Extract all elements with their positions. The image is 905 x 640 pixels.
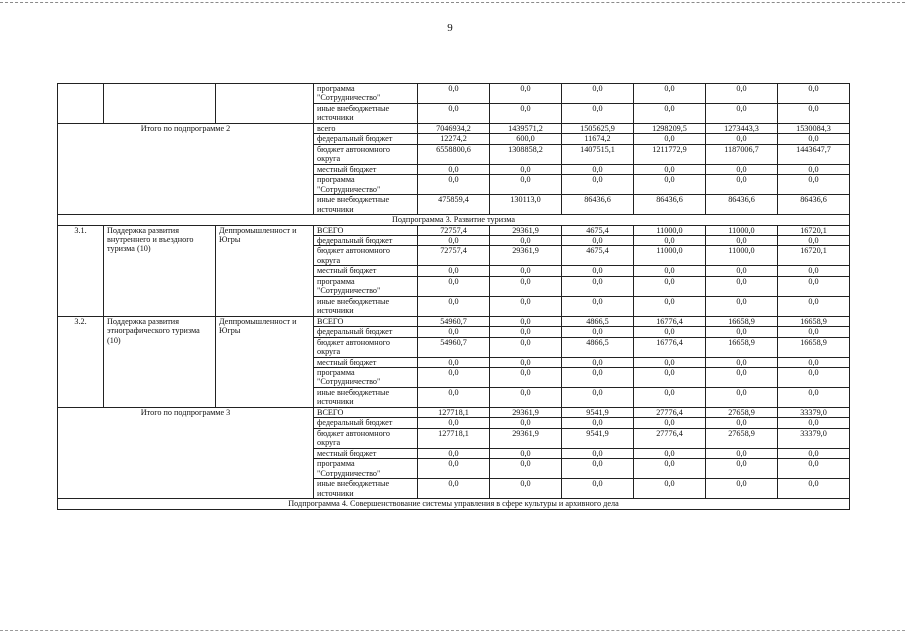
amount-cell: 6558800,6 xyxy=(418,144,490,164)
amount-cell: 0,0 xyxy=(562,276,634,296)
amount-cell: 0,0 xyxy=(418,327,490,337)
amount-cell: 0,0 xyxy=(562,175,634,195)
amount-cell: 0,0 xyxy=(418,479,490,499)
table-row xyxy=(58,225,850,235)
amount-cell: 0,0 xyxy=(778,276,850,296)
amount-cell: 0,0 xyxy=(634,418,706,428)
amount-cell: 0,0 xyxy=(490,337,562,357)
amount-cell: 1530084,3 xyxy=(778,124,850,134)
amount-cell: 0,0 xyxy=(562,388,634,408)
amount-cell: 9541,9 xyxy=(562,428,634,448)
amount-cell: 0,0 xyxy=(562,459,634,479)
amount-cell: 16658,9 xyxy=(706,337,778,357)
amount-cell: 27776,4 xyxy=(634,408,706,418)
amount-cell: 0,0 xyxy=(490,459,562,479)
responsible-executor: Деппромышленност и Югры xyxy=(216,225,314,316)
amount-cell: 0,0 xyxy=(778,236,850,246)
amount-cell: 16658,9 xyxy=(706,316,778,326)
amount-cell: 0,0 xyxy=(418,368,490,388)
amount-cell: 0,0 xyxy=(778,175,850,195)
amount-cell: 0,0 xyxy=(562,266,634,276)
amount-cell: 0,0 xyxy=(706,164,778,174)
amount-cell: 0,0 xyxy=(778,418,850,428)
amount-cell: 0,0 xyxy=(418,104,490,124)
amount-cell: 0,0 xyxy=(706,388,778,408)
amount-cell: 0,0 xyxy=(706,236,778,246)
amount-cell: 72757,4 xyxy=(418,225,490,235)
amount-cell: 0,0 xyxy=(490,316,562,326)
amount-cell: 0,0 xyxy=(418,164,490,174)
amount-cell: 130113,0 xyxy=(490,195,562,215)
amount-cell: 0,0 xyxy=(706,368,778,388)
amount-cell: 0,0 xyxy=(562,296,634,316)
amount-cell: 0,0 xyxy=(634,84,706,104)
amount-cell: 0,0 xyxy=(706,84,778,104)
amount-cell: 86436,6 xyxy=(562,195,634,215)
funding-source: федеральный бюджет xyxy=(314,236,418,246)
amount-cell: 600,0 xyxy=(490,134,562,144)
amount-cell: 0,0 xyxy=(706,448,778,458)
amount-cell: 0,0 xyxy=(706,296,778,316)
amount-cell: 7046934,2 xyxy=(418,124,490,134)
measure-title: Поддержка развития этнографического туризма (10) xyxy=(104,316,216,407)
table-row xyxy=(58,316,850,326)
amount-cell: 0,0 xyxy=(634,368,706,388)
amount-cell: 0,0 xyxy=(562,368,634,388)
funding-source: федеральный бюджет xyxy=(314,418,418,428)
amount-cell: 0,0 xyxy=(490,84,562,104)
amount-cell: 16658,9 xyxy=(778,316,850,326)
amount-cell: 0,0 xyxy=(490,448,562,458)
num-cell xyxy=(58,84,104,124)
amount-cell: 0,0 xyxy=(706,104,778,124)
funding-source: программа "Сотрудничество" xyxy=(314,459,418,479)
amount-cell: 0,0 xyxy=(418,84,490,104)
title-cell xyxy=(104,84,216,124)
amount-cell: 4866,5 xyxy=(562,316,634,326)
amount-cell: 0,0 xyxy=(490,296,562,316)
amount-cell: 0,0 xyxy=(418,236,490,246)
amount-cell: 0,0 xyxy=(490,388,562,408)
funding-source: бюджет автономного округа xyxy=(314,428,418,448)
amount-cell: 0,0 xyxy=(778,164,850,174)
amount-cell: 0,0 xyxy=(778,388,850,408)
amount-cell: 0,0 xyxy=(706,357,778,367)
amount-cell: 0,0 xyxy=(490,357,562,367)
amount-cell: 0,0 xyxy=(562,104,634,124)
amount-cell: 0,0 xyxy=(706,276,778,296)
amount-cell: 0,0 xyxy=(634,448,706,458)
amount-cell: 0,0 xyxy=(634,266,706,276)
amount-cell: 0,0 xyxy=(706,479,778,499)
amount-cell: 0,0 xyxy=(418,266,490,276)
amount-cell: 0,0 xyxy=(562,327,634,337)
amount-cell: 0,0 xyxy=(634,296,706,316)
amount-cell: 0,0 xyxy=(490,104,562,124)
subprogram-header: Подпрограмма 3. Развитие туризма xyxy=(58,215,850,225)
amount-cell: 11000,0 xyxy=(706,246,778,266)
funding-source: иные внебюджетные источники xyxy=(314,104,418,124)
executor-cell xyxy=(216,84,314,124)
amount-cell: 0,0 xyxy=(778,134,850,144)
amount-cell: 0,0 xyxy=(778,327,850,337)
amount-cell: 0,0 xyxy=(634,104,706,124)
amount-cell: 0,0 xyxy=(634,388,706,408)
funding-source: программа "Сотрудничество" xyxy=(314,84,418,104)
amount-cell: 16776,4 xyxy=(634,316,706,326)
amount-cell: 0,0 xyxy=(562,236,634,246)
funding-source: федеральный бюджет xyxy=(314,327,418,337)
amount-cell: 29361,9 xyxy=(490,428,562,448)
funding-source: иные внебюджетные источники xyxy=(314,296,418,316)
subprogram-row xyxy=(58,499,850,509)
amount-cell: 0,0 xyxy=(706,134,778,144)
amount-cell: 0,0 xyxy=(778,368,850,388)
funding-source: бюджет автономного округа xyxy=(314,144,418,164)
amount-cell: 16776,4 xyxy=(634,337,706,357)
funding-source: иные внебюджетные источники xyxy=(314,388,418,408)
amount-cell: 0,0 xyxy=(490,368,562,388)
amount-cell: 0,0 xyxy=(706,175,778,195)
measure-number: 3.1. xyxy=(58,225,104,316)
measure-number: 3.2. xyxy=(58,316,104,407)
amount-cell: 1443647,7 xyxy=(778,144,850,164)
amount-cell: 0,0 xyxy=(778,448,850,458)
amount-cell: 29361,9 xyxy=(490,246,562,266)
amount-cell: 29361,9 xyxy=(490,408,562,418)
amount-cell: 0,0 xyxy=(490,479,562,499)
scan-edge-bottom xyxy=(0,630,905,631)
amount-cell: 12274,2 xyxy=(418,134,490,144)
table-row xyxy=(58,124,850,134)
amount-cell: 1298209,5 xyxy=(634,124,706,134)
amount-cell: 0,0 xyxy=(778,357,850,367)
amount-cell: 0,0 xyxy=(490,276,562,296)
amount-cell: 0,0 xyxy=(418,357,490,367)
amount-cell: 127718,1 xyxy=(418,428,490,448)
amount-cell: 0,0 xyxy=(490,236,562,246)
funding-source: программа "Сотрудничество" xyxy=(314,276,418,296)
funding-source: иные внебюджетные источники xyxy=(314,195,418,215)
amount-cell: 1505625,9 xyxy=(562,124,634,134)
amount-cell: 33379,0 xyxy=(778,428,850,448)
amount-cell: 0,0 xyxy=(706,327,778,337)
funding-source: бюджет автономного округа xyxy=(314,337,418,357)
amount-cell: 33379,0 xyxy=(778,408,850,418)
amount-cell: 0,0 xyxy=(778,459,850,479)
amount-cell: 27658,9 xyxy=(706,408,778,418)
amount-cell: 0,0 xyxy=(490,327,562,337)
table-row xyxy=(58,84,850,104)
subtotal-title: Итого по подпрограмме 2 xyxy=(58,124,314,215)
funding-source: бюджет автономного округа xyxy=(314,246,418,266)
amount-cell: 1187006,7 xyxy=(706,144,778,164)
subtotal-title: Итого по подпрограмме 3 xyxy=(58,408,314,499)
amount-cell: 54960,7 xyxy=(418,316,490,326)
amount-cell: 0,0 xyxy=(562,84,634,104)
funding-source: местный бюджет xyxy=(314,164,418,174)
funding-source: местный бюджет xyxy=(314,266,418,276)
amount-cell: 86436,6 xyxy=(634,195,706,215)
amount-cell: 86436,6 xyxy=(778,195,850,215)
responsible-executor: Деппромышленност и Югры xyxy=(216,316,314,407)
amount-cell: 0,0 xyxy=(562,448,634,458)
amount-cell: 11674,2 xyxy=(562,134,634,144)
funding-source: местный бюджет xyxy=(314,357,418,367)
amount-cell: 4675,4 xyxy=(562,225,634,235)
amount-cell: 27776,4 xyxy=(634,428,706,448)
amount-cell: 0,0 xyxy=(418,296,490,316)
amount-cell: 0,0 xyxy=(418,459,490,479)
amount-cell: 0,0 xyxy=(706,266,778,276)
page-number: 9 xyxy=(447,22,453,34)
amount-cell: 0,0 xyxy=(634,276,706,296)
amount-cell: 0,0 xyxy=(490,418,562,428)
amount-cell: 1407515,1 xyxy=(562,144,634,164)
funding-source: программа "Сотрудничество" xyxy=(314,175,418,195)
scan-edge-top xyxy=(0,2,905,3)
amount-cell: 0,0 xyxy=(490,266,562,276)
amount-cell: 72757,4 xyxy=(418,246,490,266)
amount-cell: 1273443,3 xyxy=(706,124,778,134)
amount-cell: 0,0 xyxy=(634,134,706,144)
amount-cell: 0,0 xyxy=(418,388,490,408)
amount-cell: 0,0 xyxy=(418,175,490,195)
funding-source: ВСЕГО xyxy=(314,316,418,326)
funding-source: местный бюджет xyxy=(314,448,418,458)
funding-source: иные внебюджетные источники xyxy=(314,479,418,499)
amount-cell: 4675,4 xyxy=(562,246,634,266)
amount-cell: 0,0 xyxy=(562,418,634,428)
amount-cell: 0,0 xyxy=(778,266,850,276)
amount-cell: 0,0 xyxy=(634,357,706,367)
amount-cell: 0,0 xyxy=(634,236,706,246)
amount-cell: 11000,0 xyxy=(706,225,778,235)
subprogram-header: Подпрограмма 4. Совершенствование системы управления в сфере культуры и архивного дела xyxy=(58,499,850,509)
amount-cell: 16658,9 xyxy=(778,337,850,357)
amount-cell: 1308858,2 xyxy=(490,144,562,164)
amount-cell: 0,0 xyxy=(418,418,490,428)
table-row xyxy=(58,408,850,418)
amount-cell: 0,0 xyxy=(562,357,634,367)
amount-cell: 0,0 xyxy=(490,164,562,174)
amount-cell: 0,0 xyxy=(778,296,850,316)
amount-cell: 1211772,9 xyxy=(634,144,706,164)
funding-source: ВСЕГО xyxy=(314,408,418,418)
amount-cell: 0,0 xyxy=(778,104,850,124)
amount-cell: 0,0 xyxy=(778,479,850,499)
amount-cell: 0,0 xyxy=(634,459,706,479)
funding-source: федеральный бюджет xyxy=(314,134,418,144)
amount-cell: 0,0 xyxy=(634,164,706,174)
amount-cell: 0,0 xyxy=(562,164,634,174)
amount-cell: 0,0 xyxy=(778,84,850,104)
amount-cell: 0,0 xyxy=(418,448,490,458)
amount-cell: 11000,0 xyxy=(634,246,706,266)
budget-table xyxy=(57,83,850,510)
amount-cell: 16720,1 xyxy=(778,246,850,266)
amount-cell: 1439571,2 xyxy=(490,124,562,134)
amount-cell: 16720,1 xyxy=(778,225,850,235)
subprogram-row xyxy=(58,215,850,225)
amount-cell: 475859,4 xyxy=(418,195,490,215)
amount-cell: 0,0 xyxy=(634,175,706,195)
amount-cell: 86436,6 xyxy=(706,195,778,215)
measure-title: Поддержка развития внутреннего и въездного туризма (10) xyxy=(104,225,216,316)
amount-cell: 0,0 xyxy=(706,459,778,479)
amount-cell: 127718,1 xyxy=(418,408,490,418)
funding-source: программа "Сотрудничество" xyxy=(314,368,418,388)
amount-cell: 29361,9 xyxy=(490,225,562,235)
funding-source: ВСЕГО xyxy=(314,225,418,235)
amount-cell: 0,0 xyxy=(634,327,706,337)
amount-cell: 9541,9 xyxy=(562,408,634,418)
amount-cell: 0,0 xyxy=(634,479,706,499)
amount-cell: 0,0 xyxy=(490,175,562,195)
amount-cell: 4866,5 xyxy=(562,337,634,357)
amount-cell: 0,0 xyxy=(418,276,490,296)
funding-source: всего xyxy=(314,124,418,134)
amount-cell: 54960,7 xyxy=(418,337,490,357)
amount-cell: 11000,0 xyxy=(634,225,706,235)
amount-cell: 27658,9 xyxy=(706,428,778,448)
amount-cell: 0,0 xyxy=(706,418,778,428)
amount-cell: 0,0 xyxy=(562,479,634,499)
